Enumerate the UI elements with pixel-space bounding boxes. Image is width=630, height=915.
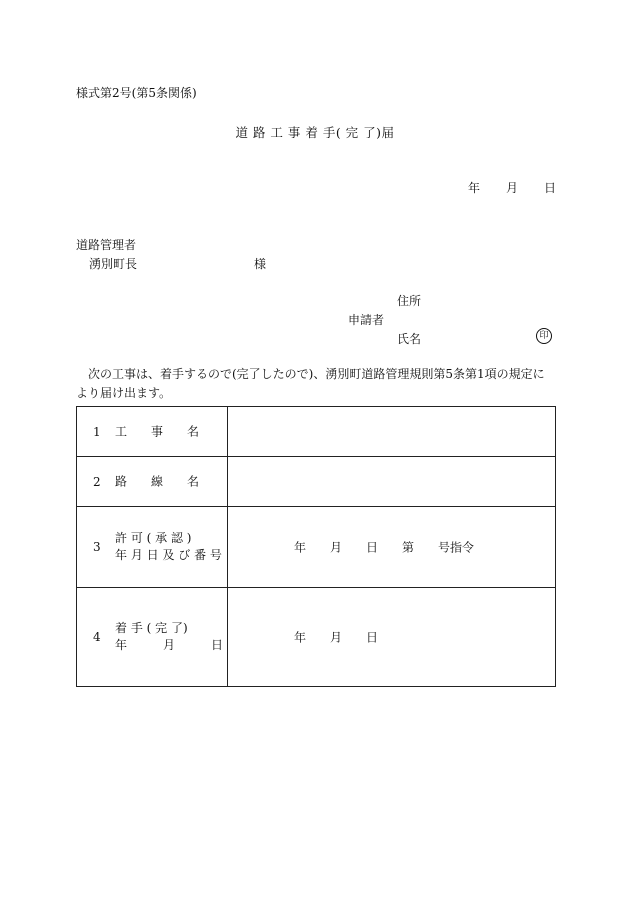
row-label-cell bbox=[77, 457, 228, 507]
row-label-cell bbox=[77, 407, 228, 457]
submission-date bbox=[468, 179, 556, 196]
seal-mark-icon: 印 bbox=[536, 328, 552, 344]
address-label: 住所 bbox=[397, 294, 422, 308]
row-label bbox=[115, 423, 199, 440]
row-label-line1: 路 線 名 bbox=[115, 474, 200, 488]
recipient-title: 道路管理者 bbox=[76, 238, 137, 252]
table-row bbox=[77, 407, 556, 457]
row-value: 年 月 日 第 号指令 bbox=[294, 540, 475, 555]
row-label-line1: 着 手 ( 完 了) bbox=[115, 621, 188, 635]
row-label-line2: 年 月 日 bbox=[115, 638, 224, 652]
start-completion-date-field[interactable] bbox=[228, 588, 556, 687]
date-month-label: 月 bbox=[506, 181, 519, 195]
form-table bbox=[76, 406, 556, 687]
recipient-name: 湧別町長 bbox=[89, 257, 138, 271]
permit-date-number-field[interactable] bbox=[228, 507, 556, 588]
table-row bbox=[77, 507, 556, 588]
date-day-label: 日 bbox=[544, 181, 557, 195]
row-label bbox=[115, 530, 222, 564]
body-text: 次の工事は、着手するので(完了したので)、湧別町道路管理規則第5条第1項の規定により届け出ます。 bbox=[76, 367, 545, 400]
table-row bbox=[77, 457, 556, 507]
table-row bbox=[77, 588, 556, 687]
row-label-line2: 年 月 日 及 び 番 号 bbox=[115, 548, 222, 562]
row-label-cell bbox=[77, 588, 228, 687]
document-title: 道 路 工 事 着 手( 完 了)届 bbox=[235, 125, 395, 140]
row-number: 3 bbox=[93, 540, 101, 554]
row-label bbox=[115, 620, 223, 654]
construction-name-field[interactable] bbox=[228, 407, 556, 457]
form-number: 様式第2号(第5条関係) bbox=[76, 86, 197, 100]
row-label bbox=[115, 473, 199, 490]
date-year-label: 年 bbox=[468, 181, 481, 195]
row-value: 年 月 日 bbox=[294, 630, 379, 645]
row-number: 2 bbox=[93, 474, 101, 489]
row-label-line1: 許 可 ( 承 認 ) bbox=[115, 531, 192, 545]
row-number: 1 bbox=[93, 424, 101, 439]
route-name-field[interactable] bbox=[228, 457, 556, 507]
row-number: 4 bbox=[93, 630, 101, 644]
row-label-line1: 工 事 名 bbox=[115, 424, 200, 438]
row-label-cell bbox=[77, 507, 228, 588]
applicant-label: 申請者 bbox=[348, 313, 385, 327]
name-label: 氏名 bbox=[397, 332, 422, 346]
recipient-honorific: 様 bbox=[254, 257, 267, 271]
